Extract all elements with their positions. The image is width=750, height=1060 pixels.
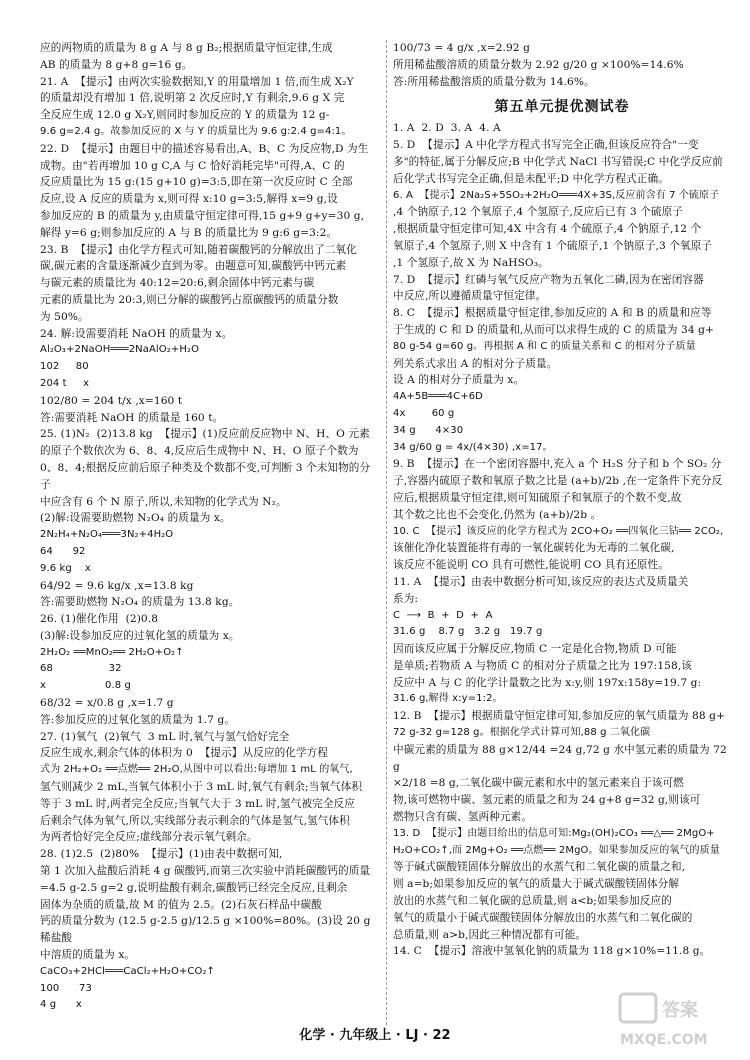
- text-line: 68/32 = x/0.8 g ,x=1.7 g: [40, 697, 174, 710]
- page-footer: 化学 · 九年级上 · LJ · 22: [299, 1028, 451, 1043]
- text-line: 80 g-54 g=60 g。再根据 A 和 C 的质量关系和 C 的相对分子质量: [393, 340, 696, 352]
- text-line: 氧气的质量小于碱式碳酸镁固体分解放出的水蒸气和二氧化碳的: [393, 911, 693, 924]
- text-line: 6. A 【提示】2Na₂S+5SO₂+2H₂O═══4X+3S,反应前含有 7 个硫原子: [393, 189, 720, 201]
- text-line: 与碳元素的质量比为 40:12=20:6,剩余固体中钙元素与碳: [40, 277, 315, 290]
- text-line: 总质量,则 a>b,因此三种情况都有可能。: [393, 928, 587, 941]
- text-line: 23. B 【提示】由化学方程式可知,随着碳酸钙的分解放出了二氧化: [40, 243, 357, 256]
- text-line: 204 t x: [40, 377, 90, 389]
- text-line: 后剩余气体为氧气,所以,实线部分表示剩余的气体是氢气,氢气体积: [40, 814, 350, 827]
- text-line: 答:所用稀盐酸溶质的质量分数为 14.6%。: [393, 75, 595, 88]
- text-line: 26. (1)催化作用 (2)0.8: [40, 613, 159, 626]
- text-line: 等于 3 mL 时,两者完全反应;当氧气大于 3 mL 时,氢气被完全反应: [40, 797, 355, 810]
- text-line: 102 80: [40, 361, 89, 373]
- text-line: 31.6 g 8.7 g 3.2 g 19.7 g: [393, 626, 543, 638]
- text-line: 2N₂H₄+N₂O₄═══3N₂+4H₂O: [40, 529, 174, 541]
- text-line: 式为 2H₂+O₂ ══点燃══ 2H₂O,从图中可以看出:每增加 1 mL 的氧气,: [40, 764, 353, 776]
- text-line: 因而该反应属于分解反应,物质 C 一定是化合物,物质 D 可能: [393, 643, 677, 656]
- text-line: 则 a=b;如果参加反应的氧气的质量大于碱式碳酸镁固体分解: [393, 878, 680, 891]
- text-line: 9.6 kg x: [40, 562, 91, 574]
- text-line: 反应质量比为 15 g:(15 g+10 g)=3:5,即在第一次反应时 C 全部: [40, 176, 353, 189]
- section-title: 第五单元提优测试卷: [494, 99, 630, 116]
- text-line: 设 A 的相对分子质量为 x。: [393, 374, 525, 387]
- text-line: 等于碱式碳酸镁固体分解放出的水蒸气和二氧化碳的质量之和,: [393, 861, 686, 874]
- text-line: Al₂O₃+2NaOH═══2NaAlO₂+H₂O: [40, 344, 200, 356]
- text-line: 应的两物质的质量为 8 g A 与 8 g B₂;根据质量守恒定律,生成: [40, 42, 333, 54]
- right-column: [393, 40, 731, 960]
- text-line: 反应生成水,剩余气体的体积为 0 【提示】从反应的化学方程: [40, 747, 329, 760]
- text-line: 中碳元素的质量为 88 g×12/44 =24 g,72 g 水中氢元素的质量为 72 g: [393, 743, 731, 773]
- column-divider: [386, 40, 387, 1025]
- text-line: 25. (1)N₂ (2)13.8 kg 【提示】(1)反应前反应物中 N、H、O 元素: [40, 428, 370, 441]
- text-line: 氧原子,4 个氢原子,则 X 中含有 1 个硫原子,1 个钠原子,3 个氧原子: [393, 239, 713, 252]
- text-line: 全反应生成 12.0 g X₂Y,则同时参加反应的 Y 的质量为 12 g-: [40, 109, 330, 122]
- text-line: 燃物只含有碳、氢两种元素。: [393, 811, 533, 824]
- text-line: 21. A 【提示】由两次实验数据知,Y 的用量增加 1 倍,而生成 X₂Y: [40, 75, 354, 88]
- text-line: =4.5 g-2.5 g=2 g,说明盐酸有剩余,碳酸钙已经完全反应,且剩余: [40, 881, 348, 894]
- text-line: 的质量却没有增加 1 倍,说明第 2 次反应时,Y 有剩余,9.6 g X 完: [40, 92, 345, 105]
- text-line: 第 1 次加入盐酸后消耗 4 g 碳酸钙,而第三次实验中消耗碳酸钙的质量: [40, 865, 371, 878]
- text-line: 64/92 = 9.6 kg/x ,x=13.8 kg: [40, 579, 194, 592]
- text-line: ,根据质量守恒定律可知,4X 中含有 4 个硫原子,4 个钠原子,12 个: [393, 223, 702, 236]
- watermark-logo: [616, 990, 736, 1050]
- text-line: 34 g 4×30: [393, 424, 464, 436]
- text-line: 反应,设 A 反应的质量为 x,则可得 x:10 g=3:5,解得 x=9 g,设: [40, 193, 338, 206]
- text-line: 64 92: [40, 545, 86, 557]
- text-line: 其个数之比也不会变化,仍然为 (a+b)/2b 。: [393, 508, 602, 521]
- text-line: 4x 60 g: [393, 407, 455, 419]
- text-line: x 0.8 g: [40, 680, 131, 692]
- text-line: 2H₂O₂ ══MnO₂══ 2H₂O+O₂↑: [40, 646, 184, 658]
- text-line: 答:需要消耗 NaOH 的质量是 160 t。: [40, 411, 224, 424]
- text-line: 4 g x: [40, 999, 82, 1011]
- text-line: 22. D 【提示】由题目中的描述容易看出,A、B、C 为反应物,D 为生: [40, 142, 369, 155]
- text-line: 0、8、4;根据反应前后原子种类及个数都不变,可判断 3 个未知物的分子: [40, 461, 371, 491]
- text-line: 为 50%。: [40, 310, 89, 323]
- text-line: 1. A 2. D 3. A 4. A: [393, 122, 501, 135]
- text-line: 的原子个数依次为 6、8、4,反应后生成物中 N、H、O 原子个数为: [40, 445, 359, 458]
- text-line: 8. C 【提示】根据质量守恒定律,参加反应的 A 和 B 的质量和应等: [393, 307, 712, 320]
- text-line: 9.6 g=2.4 g。故参加反应的 X 与 Y 的质量比为 9.6 g:2.4 g=4:1。: [40, 125, 352, 137]
- text-line: 氢气则减少 2 mL,当氧气体积小于 3 mL 时,氧气有剩余;当氧气体积: [40, 781, 363, 794]
- text-line: 4A+5B═══4C+6D: [393, 391, 483, 403]
- text-line: 为两者恰好完全反应;虚线部分表示氧气剩余。: [40, 831, 258, 844]
- text-line: 钙的质量分数为 (12.5 g-2.5 g)/12.5 g ×100%=80%。(3)设 20 g 稀盐酸: [40, 915, 374, 945]
- text-line: 10. C 【提示】该反应的化学方程式为 2CO+O₂ ══四氧化三钴══ 2CO₂,: [393, 525, 724, 537]
- text-line: 解得 y=6 g;则参加反应的 A 与 B 的质量比为 9 g:6 g=3:2。: [40, 226, 338, 239]
- text-line: 13. D 【提示】由题目给出的信息可知:Mg₂(OH)₂CO₃ ══△══ 2MgO+: [393, 827, 715, 839]
- text-line: C ⟶ B + D + A: [393, 609, 493, 621]
- text-line: AB 的质量为 8 g+8 g=16 g。: [40, 58, 193, 71]
- text-line: 11. A 【提示】由表中数据分析可知,该反应的表达式及质量关: [393, 575, 689, 588]
- right-column-answers: [393, 120, 731, 960]
- text-line: 放出的水蒸气和二氧化碳的总质量,则 a<b;如果参加反应的: [393, 895, 672, 908]
- text-line: 100 73: [40, 982, 92, 994]
- text-line: 中反应,所以遵循质量守恒定律。: [393, 290, 547, 303]
- text-line: ,4 个钠原子,12 个氧原子,4 个氢原子,反应后已有 3 个硫原子: [393, 206, 683, 219]
- text-line: 反应中 A 与 C 的化学计量数之比为 x:y,则 197x:158y=19.7 g:: [393, 676, 702, 689]
- text-line: 34 g/60 g = 4x/(4×30) ,x=17。: [393, 441, 553, 453]
- text-line: 多"的特征,属于分解反应;B 中化学式 NaCl 书写错误;C 中化学反应前: [393, 155, 723, 168]
- text-line: 9. B 【提示】在一个密闭容器中,充入 a 个 H₂S 分子和 b 个 SO₂ 分: [393, 458, 722, 471]
- text-line: 成物。由"若再增加 10 g C,A 与 C 恰好消耗完毕"可得,A、C 的: [40, 159, 345, 172]
- text-line: (2)解:设需要助燃物 N₂O₄ 的质量为 x。: [40, 512, 231, 525]
- text-line: 应后,根据质量守恒定律,则可知硫原子和氧原子的个数不变,故: [393, 491, 682, 504]
- text-line: H₂O+CO₂↑,而 2Mg+O₂ ══点燃══ 2MgO。如果参加反应的氧气的质量: [393, 844, 720, 856]
- text-line: 参加反应的 B 的质量为 y,由质量守恒定律可得,15 g+9 g+y=30 g,: [40, 209, 365, 222]
- text-line: CaCO₃+2HCl═══CaCl₂+H₂O+CO₂↑: [40, 965, 216, 977]
- svg-text:MXQE.COM: MXQE.COM: [620, 1032, 708, 1048]
- text-line: 14. C 【提示】溶液中氢氧化钠的质量为 118 g×10%=11.8 g。: [393, 945, 711, 958]
- text-line: 固体为杂质的质量,故 M 的值为 2.5。(2)石灰石样品中碳酸: [40, 898, 322, 911]
- text-line: ,1 个氢原子,故 X 为 NaHSO₃。: [393, 256, 549, 269]
- text-line: 27. (1)氧气 (2)氧气 3 mL 时,氧气与氢气恰好完全: [40, 730, 290, 743]
- text-line: 答:参加反应的过氧化氢的质量为 1.7 g。: [40, 713, 236, 726]
- text-line: 子,容器内硫原子数和氧原子数之比是 (a+b)/2b ,在一定条件下充分反: [393, 475, 723, 488]
- text-line: 该反应不能说明 CO 具有可燃性,能说明 CO 具有还原性。: [393, 559, 669, 572]
- text-line: 答:需要助燃物 N₂O₄ 的质量为 13.8 kg。: [40, 596, 240, 609]
- text-line: 12. B 【提示】根据质量守恒定律可知,参加反应的氧气质量为 88 g+: [393, 710, 726, 723]
- text-line: 列关系式求出 A 的相对分子质量。: [393, 357, 558, 370]
- text-line: (3)解:设参加反应的过氧化氢的质量为 x。: [40, 629, 240, 642]
- text-line: 该催化净化装置能将有毒的一氧化碳转化为无毒的二氧化碳,: [393, 542, 675, 555]
- text-line: 7. D 【提示】红磷与氧气反应产物为五氧化二磷,因为在密闭容器: [393, 273, 704, 286]
- text-line: 72 g-32 g=128 g。根据化学式计算可知,88 g 二氧化碳: [393, 727, 651, 739]
- text-line: 中溶质的质量为 x。: [40, 949, 136, 962]
- text-line: 是单质;若物质 A 与物质 C 的相对分子质量之比为 197:158,该: [393, 659, 693, 672]
- text-line: ×2/18 =8 g,二氧化碳中碳元素和水中的氢元素来自于该可燃: [393, 777, 684, 790]
- text-line: 元素的质量比为 20:3,则已分解的碳酸钙占原碳酸钙的质量分数: [40, 293, 339, 306]
- text-line: 物,该可燃物中碳、氢元素的质量之和为 24 g+8 g=32 g,则该可: [393, 794, 701, 807]
- text-line: 碳,碳元素的含量逐渐减少直到为零。由题意可知,碳酸钙中钙元素: [40, 260, 347, 273]
- text-line: 系为:: [393, 592, 419, 605]
- text-line: 100/73 = 4 g/x ,x=2.92 g: [393, 42, 531, 54]
- text-line: 68 32: [40, 663, 122, 675]
- text-line: 28. (1)2.5 (2)80% 【提示】(1)由表中数据可知,: [40, 848, 283, 861]
- text-line: 中应含有 6 个 N 原子,所以,未知物的化学式为 N₂。: [40, 495, 287, 508]
- text-line: 31.6 g,解得 x:y=1:2。: [393, 693, 503, 705]
- text-line: 于生成的 C 和 D 的质量和,从而可以求得生成的 C 的质量为 34 g+: [393, 323, 715, 336]
- right-column-continuation: [393, 40, 731, 90]
- text-line: 24. 解:设需要消耗 NaOH 的质量为 x。: [40, 327, 233, 340]
- svg-text:答案: 答案: [662, 1000, 698, 1021]
- text-line: 5. D 【提示】A 中化学方程式书写完全正确,但该反应符合"一变: [393, 139, 699, 152]
- text-line: 102/80 = 204 t/x ,x=160 t: [40, 394, 183, 407]
- text-line: 后化学式书写完全正确,但是未配平;D 中化学方程式正确。: [393, 172, 669, 185]
- text-line: 所用稀盐酸溶质的质量分数为 2.92 g/20 g ×100%=14.6%: [393, 58, 684, 71]
- left-column: [40, 40, 380, 1014]
